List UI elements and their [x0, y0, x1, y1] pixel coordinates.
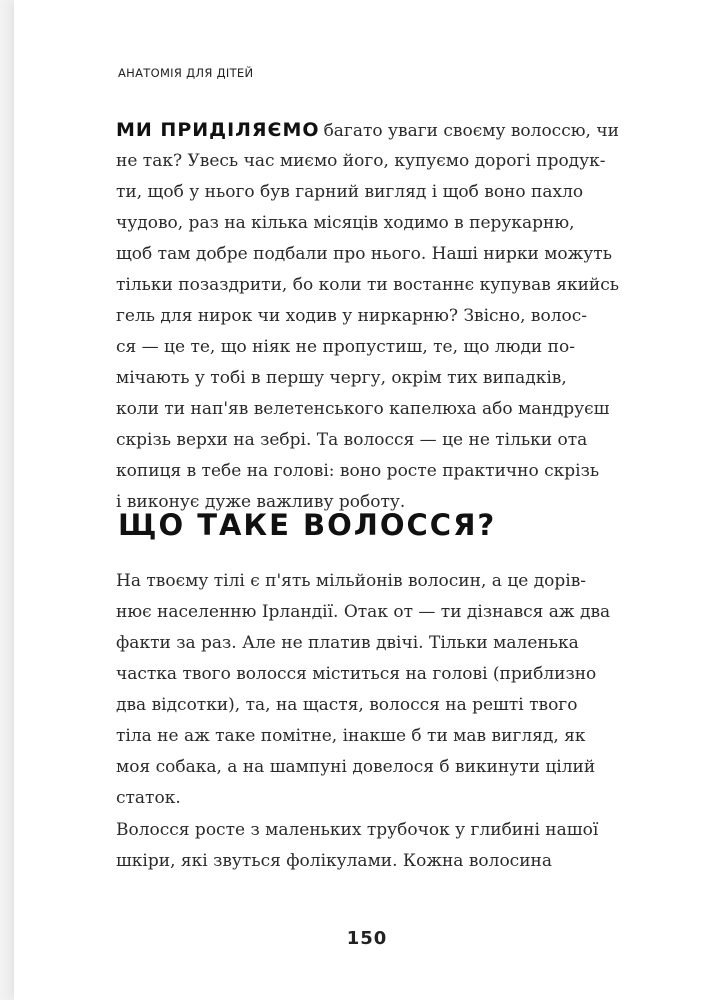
intro-paragraph	[116, 115, 640, 518]
paragraph-line: тільки позаздрити, бо коли ти востаннє купував якийсь	[116, 275, 620, 295]
paragraph-line: коли ти нап'яв велетенського капелюха або мандруєш	[116, 399, 610, 419]
paragraph-line: скрізь верхи на зебрі. Та волосся — це не тільки ота	[116, 430, 588, 450]
paragraph-line: копиця в тебе на голові: воно росте практично скрізь	[116, 461, 600, 481]
paragraph-line: факти за раз. Але не платив двічі. Тільки маленька	[116, 633, 579, 653]
page-number: 150	[346, 928, 388, 949]
lead-in-text: МИ ПРИДІЛЯЄМО	[116, 119, 320, 141]
paragraph-line: не так? Увесь час миємо його, купуємо дорогі продук-	[116, 151, 606, 171]
paragraph-line: щоб там добре подбали про нього. Наші нирки можуть	[116, 244, 612, 264]
paragraph-line: шкіри, які звуться фолікулами. Кожна волосина	[116, 851, 552, 871]
paragraph-line: нює населенню Ірландії. Отак от — ти дізнався аж два	[116, 602, 611, 622]
follicle-paragraph	[116, 815, 640, 877]
paragraph-line: частка твого волосся міститься на голові (приблизно	[116, 664, 597, 684]
paragraph-line: гель для нирок чи ходив у ниркарню? Звісно, волос-	[116, 306, 588, 326]
book-page	[14, 0, 720, 1000]
paragraph-line: статок.	[116, 788, 181, 808]
paragraph-line: чудово, раз на кілька місяців ходимо в перукарню,	[116, 213, 575, 233]
paragraph-line: і виконує дуже важливу роботу.	[116, 492, 406, 512]
paragraph-line: МИ ПРИДІЛЯЄМО багато уваги своєму волоссю, чи	[116, 119, 619, 141]
paragraph-line: ся — це те, що ніяк не пропустиш, те, що люди по-	[116, 337, 575, 357]
paragraph-line: Волосся росте з маленьких трубочок у глибині нашої	[116, 820, 599, 840]
paragraph-line: моя собака, а на шампуні довелося б викинути цілий	[116, 757, 596, 777]
hair-facts-paragraph	[116, 566, 640, 814]
paragraph-line: тіла не аж таке помітне, інакше б ти мав вигляд, як	[116, 726, 586, 746]
paragraph-line: На твоєму тілі є п'ять мільйонів волосин, а це дорів-	[116, 571, 587, 591]
paragraph-line: два відсотки), та, на щастя, волосся на решті твого	[116, 695, 578, 715]
paragraph-line: мічають у тобі в першу чергу, окрім тих випадків,	[116, 368, 567, 388]
paragraph-line: ти, щоб у нього був гарний вигляд і щоб воно пахло	[116, 182, 584, 202]
running-header: АНАТОМІЯ ДЛЯ ДІТЕЙ	[118, 66, 254, 80]
section-heading: ЩО ТАКЕ ВОЛОССЯ?	[118, 508, 497, 542]
